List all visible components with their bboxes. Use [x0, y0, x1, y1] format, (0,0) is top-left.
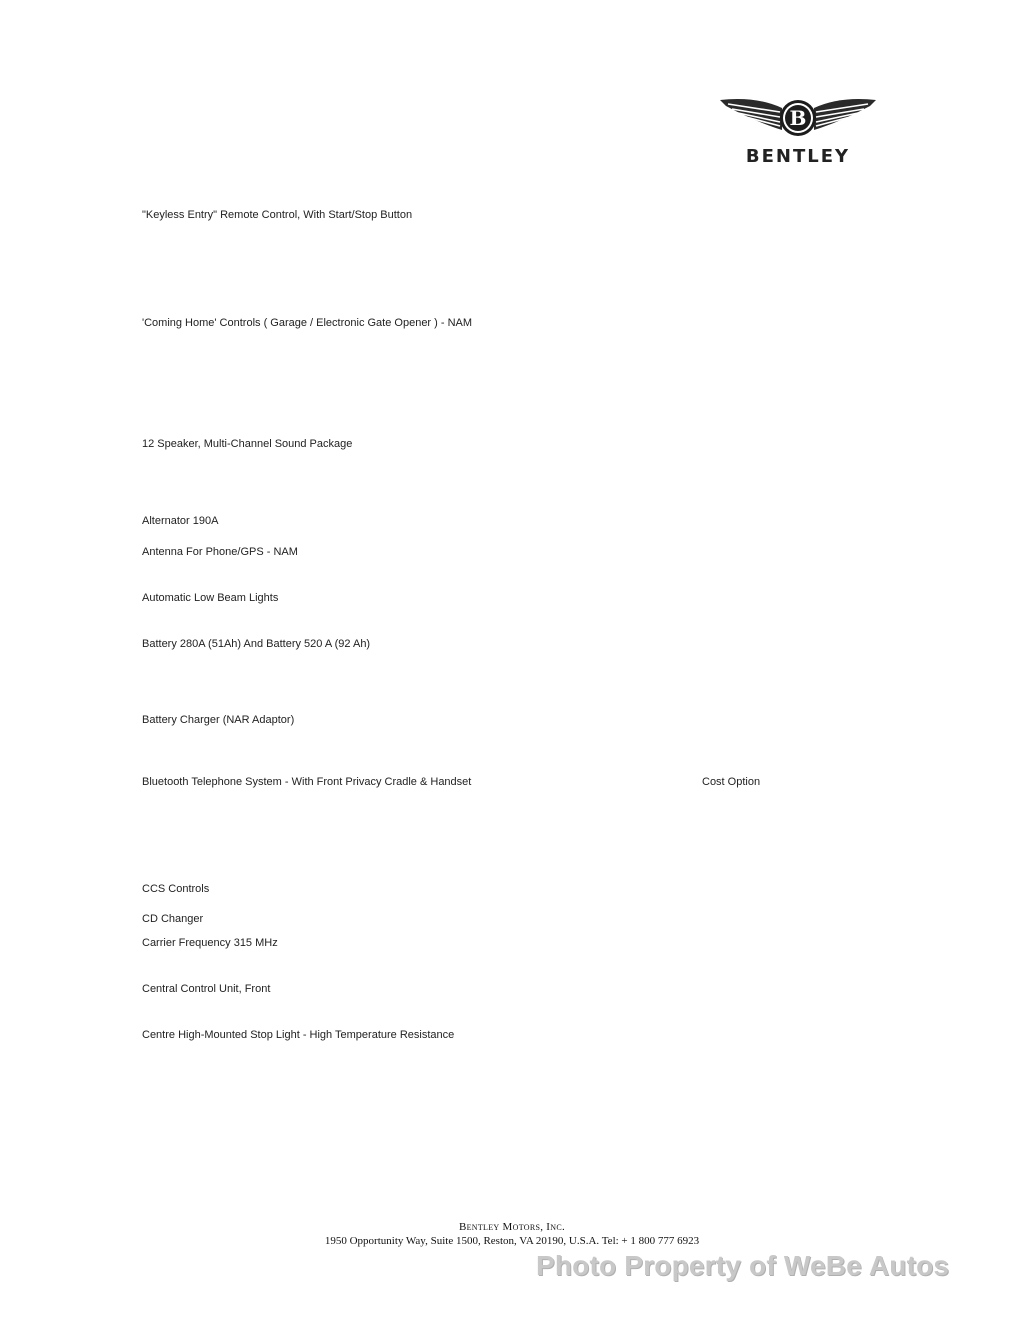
- feature-item: Antenna For Phone/GPS - NAM: [142, 546, 298, 558]
- feature-item: Centre High-Mounted Stop Light - High Temperature Resistance: [142, 1029, 455, 1041]
- feature-item: Central Control Unit, Front: [142, 983, 271, 995]
- photo-watermark: Photo Property of WeBe Autos: [536, 1250, 950, 1281]
- feature-item: Battery 280A (51Ah) And Battery 520 A (92 Ah): [142, 638, 371, 650]
- feature-item: Bluetooth Telephone System - With Front Privacy Cradle & Handset: [142, 776, 472, 788]
- feature-item: CD Changer: [142, 913, 204, 925]
- feature-item: 'Coming Home' Controls ( Garage / Electronic Gate Opener ) - NAM: [142, 317, 473, 329]
- feature-item: Automatic Low Beam Lights: [142, 592, 279, 604]
- bentley-logo: [716, 92, 880, 182]
- brand-wordmark: BENTLEY: [745, 146, 851, 167]
- feature-item: Alternator 190A: [142, 515, 219, 527]
- feature-item: 12 Speaker, Multi-Channel Sound Package: [142, 438, 353, 450]
- feature-option-label: Cost Option: [702, 776, 761, 788]
- footer-company-name: Bentley Motors, Inc.: [458, 1221, 566, 1233]
- feature-item: Carrier Frequency 315 MHz: [142, 937, 278, 949]
- feature-item: Battery Charger (NAR Adaptor): [142, 714, 295, 726]
- footer-address: 1950 Opportunity Way, Suite 1500, Reston, VA 20190, U.S.A. Tel: + 1 800 777 6923: [324, 1235, 700, 1247]
- feature-item: CCS Controls: [142, 883, 210, 895]
- feature-item: "Keyless Entry" Remote Control, With Start/Stop Button: [142, 209, 413, 221]
- svg-text:B: B: [789, 106, 807, 130]
- page-footer: [0, 1220, 1024, 1248]
- bentley-winged-b-icon: [716, 92, 880, 144]
